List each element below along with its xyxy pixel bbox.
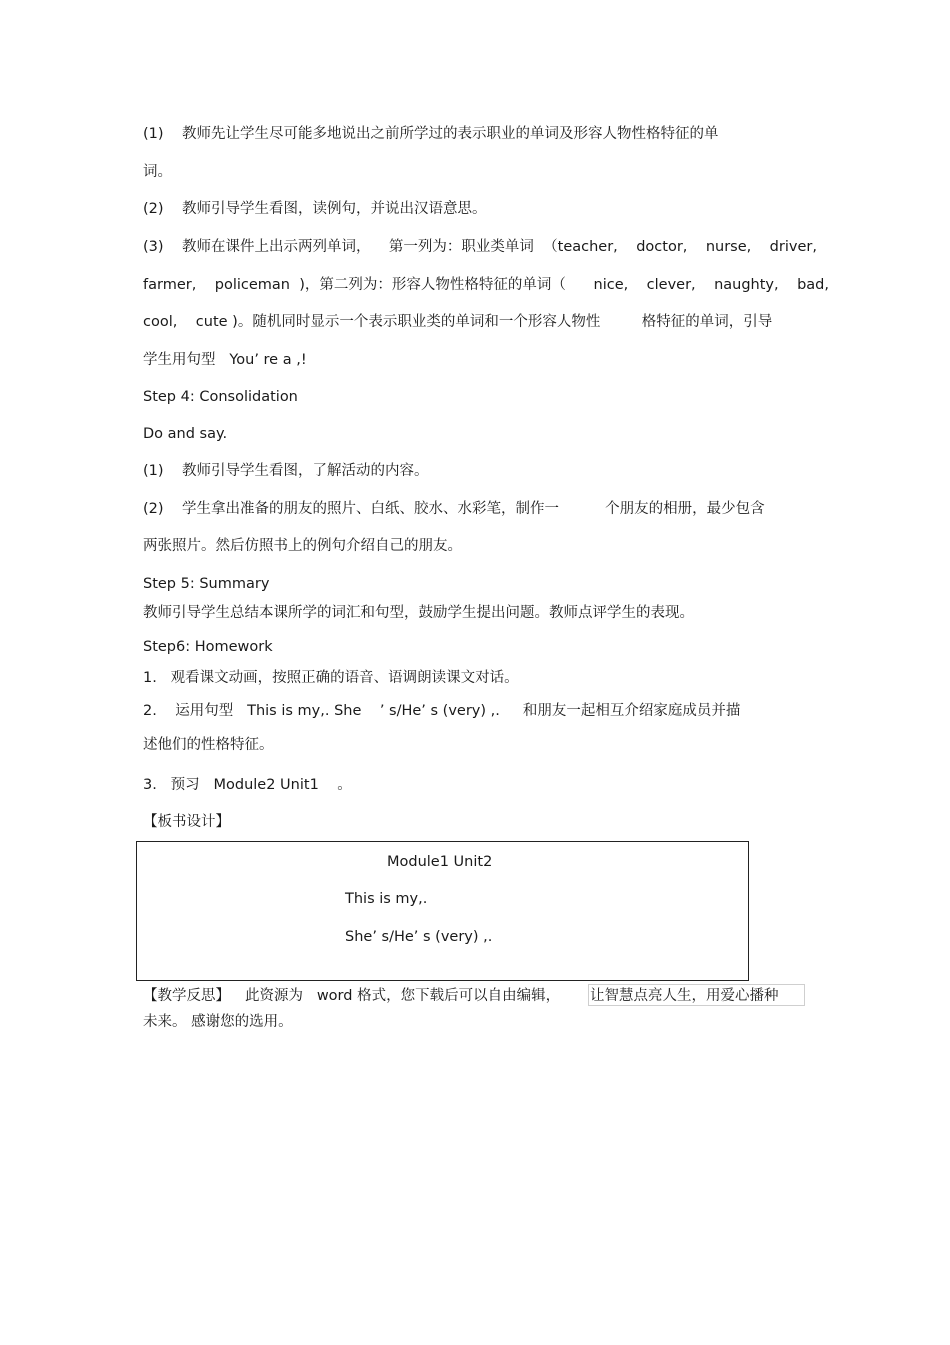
homework-2-cont: 述他们的性格特征。 bbox=[143, 737, 274, 753]
do-and-say: Do and say. bbox=[143, 426, 228, 442]
text-line-5: farmer, policeman )，第二列为：形容人物性格特征的单词（ nice, clever, naughty, bad, bbox=[143, 277, 829, 293]
board-line-2: She’ s/He’ s (very) ,. bbox=[345, 929, 493, 945]
step4-heading: Step 4: Consolidation bbox=[143, 389, 298, 405]
homework-3: 3. 预习 Module2 Unit1 。 bbox=[143, 777, 352, 793]
summary-text: 教师引导学生总结本课所学的词汇和句型，鼓励学生提出问题。教师点评学生的表现。 bbox=[143, 605, 694, 621]
homework-1: 1. 观看课文动画，按照正确的语音、语调朗读课文对话。 bbox=[143, 670, 519, 686]
step6-heading: Step6: Homework bbox=[143, 639, 273, 655]
board-line-1: This is my,. bbox=[345, 891, 428, 907]
reflection-line-2: 未来。 感谢您的选用。 bbox=[143, 1014, 293, 1030]
reflection-text: 此资源为 word 格式，您下载后可以自由编辑， bbox=[245, 988, 561, 1004]
text-line-10: (1) 教师引导学生看图，了解活动的内容。 bbox=[143, 463, 429, 479]
board-design-label: 【板书设计】 bbox=[143, 814, 230, 830]
text-line-7: 学生用句型 You’ re a ,! bbox=[143, 352, 307, 368]
text-line-11: (2) 学生拿出准备的朋友的照片、白纸、胶水、水彩笔，制作一 个朋友的相册，最少包含 bbox=[143, 501, 765, 517]
reflection-boxed-text: 让智慧点亮人生，用爱心播种 bbox=[590, 988, 779, 1004]
text-line-12: 两张照片。然后仿照书上的例句介绍自己的朋友。 bbox=[143, 538, 462, 554]
board-design-box bbox=[136, 841, 749, 981]
text-line-4: (3) 教师在课件上出示两列单词， 第一列为：职业类单词 （teacher, doctor, nurse, driver, bbox=[143, 239, 817, 255]
step5-heading: Step 5: Summary bbox=[143, 576, 270, 592]
board-title: Module1 Unit2 bbox=[387, 854, 493, 870]
text-line-3: (2) 教师引导学生看图，读例句，并说出汉语意思。 bbox=[143, 201, 487, 217]
text-line-1: (1) 教师先让学生尽可能多地说出之前所学过的表示职业的单词及形容人物性格特征的单 bbox=[143, 126, 719, 142]
homework-2: 2. 运用句型 This is my,. She ’ s/He’ s (very) ,. 和朋友一起相互介绍家庭成员并描 bbox=[143, 703, 741, 719]
text-line-2: 词。 bbox=[143, 164, 172, 180]
text-line-6: cool, cute )。随机同时显示一个表示职业类的单词和一个形容人物性 格特征的单词，引导 bbox=[143, 314, 773, 330]
reflection-label: 【教学反思】 bbox=[143, 988, 230, 1004]
